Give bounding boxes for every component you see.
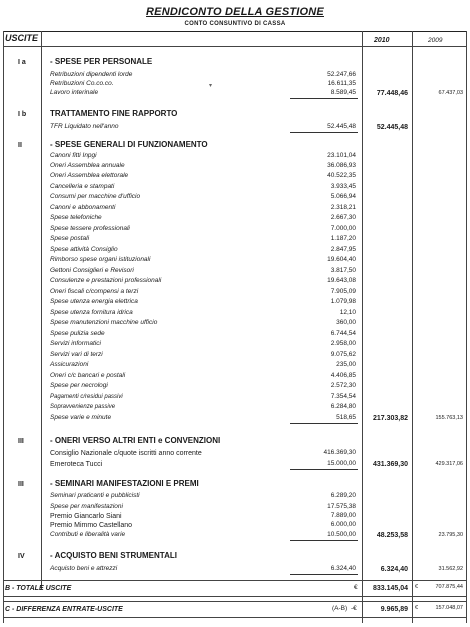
section-roman-numeral: III	[18, 438, 24, 445]
line-item-amount: 17.575,38	[327, 503, 356, 510]
line-item-label: Spese utenza energia elettrica	[50, 298, 138, 305]
line-item-amount: 6.324,40	[330, 565, 356, 572]
line-item-label: Consulenze e prestazioni professionali	[50, 277, 162, 284]
section-total-2010: 52.445,48	[376, 124, 408, 131]
line-item-underline	[290, 98, 358, 99]
line-item-label: Sopravvenienze passive	[50, 404, 116, 410]
line-item-amount: 9.075,62	[330, 351, 356, 358]
line-item-label: Spese per manifestazioni	[50, 503, 123, 510]
line-item-label: Gettoni Consiglieri e Revisori	[50, 267, 134, 274]
line-item-label: Canoni fitti Inpgi	[50, 152, 97, 159]
section-roman-numeral: I a	[18, 59, 26, 66]
line-item-amount: 2.318,21	[330, 204, 356, 211]
line-item-label: Spese varie e minute	[50, 414, 112, 421]
document-title: RENDICONTO DELLA GESTIONE	[146, 6, 324, 18]
line-item-underline	[290, 540, 358, 541]
line-item-label: Spese per necrologi	[50, 382, 108, 389]
section-title: - ONERI VERSO ALTRI ENTI e CONVENZIONI	[50, 436, 221, 445]
line-item-label: Spese pulizia sede	[50, 330, 105, 337]
line-item-label: Consumi per macchine d'ufficio	[50, 193, 141, 200]
line-item-amount: 7.889,00	[330, 512, 356, 519]
line-item-amount: 2.572,30	[330, 382, 356, 389]
section-title: - SPESE GENERALI DI FUNZIONAMENTO	[50, 140, 208, 149]
line-item-label: Seminari praticanti e pubblicisti	[50, 492, 140, 499]
line-item-amount: 15.000,00	[327, 460, 356, 467]
line-item-label: Rimborso spese organi istituzionali	[50, 256, 151, 263]
total-uscite-top-rule	[3, 580, 467, 581]
line-item-amount: 6.000,00	[330, 521, 356, 528]
line-item-amount: 36.086,93	[327, 162, 356, 169]
total-uscite-bottom-rule	[3, 596, 467, 597]
line-item-amount: 16.611,35	[327, 80, 356, 87]
differenza-formula: (A-B)	[332, 605, 348, 612]
section-total-2010: 6.324,40	[380, 566, 408, 573]
differenza-currency: -€	[351, 605, 357, 612]
frame-right-border	[466, 31, 467, 623]
line-item-underline	[290, 469, 358, 470]
section-total-2009: 31.562,92	[438, 566, 463, 572]
line-item-amount: 12,10	[339, 309, 356, 316]
total-uscite-currency: €	[354, 584, 358, 591]
line-item-amount: 19.604,40	[327, 256, 356, 263]
differenza-top-rule	[3, 601, 467, 602]
differenza-label: C - DIFFERENZA ENTRATE-USCITE	[5, 606, 123, 613]
section-total-2009: 429.317,06	[435, 461, 463, 467]
line-item-label: Oneri c/c bancari e postali	[50, 372, 126, 379]
differenza-2009: 157.048,07	[435, 605, 463, 611]
line-item-label: TFR Liquidato nell'anno	[50, 123, 119, 130]
line-item-label: Spese postali	[50, 235, 90, 242]
section-total-2009: 67.437,03	[438, 90, 463, 96]
line-item-label: Retribuzioni Co.co.co.	[50, 80, 114, 87]
line-item-amount: 235,00	[336, 361, 356, 368]
line-item-label: Spese utenza fornitura idrica	[50, 309, 133, 316]
section-total-2010: 217.303,82	[372, 415, 408, 422]
section-roman-numeral: II	[18, 142, 22, 149]
total-uscite-2009: 707.875,44	[435, 584, 463, 590]
section-total-2009: 155.763,13	[435, 415, 463, 421]
line-item-amount: 52.247,66	[327, 71, 356, 78]
line-item-label: Cancelleria e stampati	[50, 183, 115, 190]
section-total-2009: 23.795,30	[438, 532, 463, 538]
line-item-amount: 3.817,50	[330, 267, 356, 274]
line-item-label: Consiglio Nazionale c/quote iscritti anno corrente	[50, 450, 202, 457]
line-item-label: Assicurazioni	[50, 361, 89, 368]
line-item-amount: 8.589,45	[330, 89, 356, 96]
section-title: - SEMINARI MANIFESTAZIONI E PREMI	[50, 479, 199, 488]
line-item-label: Premio Giancarlo Siani	[50, 513, 122, 520]
line-item-label: Lavoro interinale	[50, 89, 99, 96]
line-item-amount: 7.000,00	[330, 225, 356, 232]
line-item-amount: 6.284,80	[330, 403, 356, 410]
line-item-underline	[290, 423, 358, 424]
section-title: - SPESE PER PERSONALE	[50, 57, 153, 66]
line-item-amount: 40.522,35	[327, 172, 356, 179]
differenza-bottom-rule	[3, 617, 467, 618]
line-item-amount: 7.354,54	[330, 393, 356, 400]
line-item-underline	[290, 132, 358, 133]
line-item-amount: 360,00	[336, 319, 356, 326]
line-item-amount: 2.667,30	[330, 214, 356, 221]
line-item-amount: 5.066,94	[330, 193, 356, 200]
section-total-2010: 48.253,58	[376, 532, 408, 539]
line-item-label: Canoni e abbonamenti	[50, 204, 116, 211]
line-item-label: Servizi informatici	[50, 340, 101, 347]
frame-top-border	[3, 31, 467, 32]
line-item-amount: 2.958,00	[330, 340, 356, 347]
line-item-amount: 6.744,54	[330, 330, 356, 337]
section-roman-numeral: I b	[18, 111, 27, 118]
line-item-amount: 2.847,95	[330, 246, 356, 253]
divider-roman-column	[41, 31, 42, 589]
line-item-amount: 23.101,04	[327, 152, 356, 159]
header-underline	[3, 46, 467, 47]
line-item-label: Servizi vari di terzi	[50, 351, 103, 358]
line-item-label: Retribuzioni dipendenti lorde	[50, 71, 133, 78]
line-item-label: Oneri Assemblea annuale	[50, 162, 125, 169]
section-total-2010: 77.448,46	[376, 90, 408, 97]
line-item-label: Contributi e liberalità varie	[50, 531, 126, 538]
line-item-label: Oneri fiscali c/compensi a terzi	[50, 288, 139, 295]
column-header-uscite: USCITE	[5, 33, 39, 43]
line-item-amount: 3.933,45	[330, 183, 356, 190]
column-header-2009: 2009	[428, 37, 443, 44]
line-item-label: Premio Mimmo Castellano	[50, 522, 133, 529]
line-item-label: Spese tessere professionali	[50, 225, 130, 232]
line-item-amount: 4.406,85	[330, 372, 356, 379]
column-header-2010: 2010	[374, 37, 390, 44]
total-uscite-label: B - TOTALE USCITE	[5, 585, 72, 592]
line-item-amount: 19.643,08	[327, 277, 356, 284]
line-item-amount: 6.289,20	[330, 492, 356, 499]
line-item-amount: 52.445,48	[327, 123, 356, 130]
section-roman-numeral: IV	[18, 553, 25, 560]
line-item-amount: 1.187,20	[330, 235, 356, 242]
section-title: - ACQUISTO BENI STRUMENTALI	[50, 551, 177, 560]
line-item-label: Spese attività Consiglio	[50, 246, 118, 253]
section-total-2010: 431.369,30	[372, 461, 408, 468]
frame-left-border	[3, 31, 4, 623]
line-item-label: Spese manutenzioni macchine ufficio	[50, 319, 158, 326]
line-item-amount: 10.500,00	[327, 531, 356, 538]
scan-speck: ▾	[209, 83, 213, 89]
line-item-label: Acquisto beni e attrezzi	[50, 565, 118, 572]
line-item-label: Emeroteca Tucci	[50, 461, 103, 468]
section-roman-numeral: III	[18, 481, 24, 488]
line-item-amount: 1.079,98	[330, 298, 356, 305]
differenza-2009-currency: €	[415, 605, 419, 611]
total-uscite-2009-currency: €	[415, 584, 419, 590]
differenza-2010: 9.965,89	[380, 606, 408, 613]
line-item-label: Pagamenti c/residui passivi	[50, 394, 123, 400]
total-uscite-2010: 833.145,04	[372, 585, 408, 592]
line-item-amount: 518,65	[336, 414, 356, 421]
line-item-underline	[290, 574, 358, 575]
line-item-amount: 7.905,09	[330, 288, 356, 295]
line-item-label: Spese telefoniche	[50, 214, 102, 221]
document-subtitle: CONTO CONSUNTIVO DI CASSA	[184, 21, 286, 27]
line-item-label: Oneri Assemblea elettorale	[50, 172, 129, 179]
section-title: TRATTAMENTO FINE RAPPORTO	[50, 109, 178, 118]
line-item-amount: 416.369,30	[323, 449, 356, 456]
